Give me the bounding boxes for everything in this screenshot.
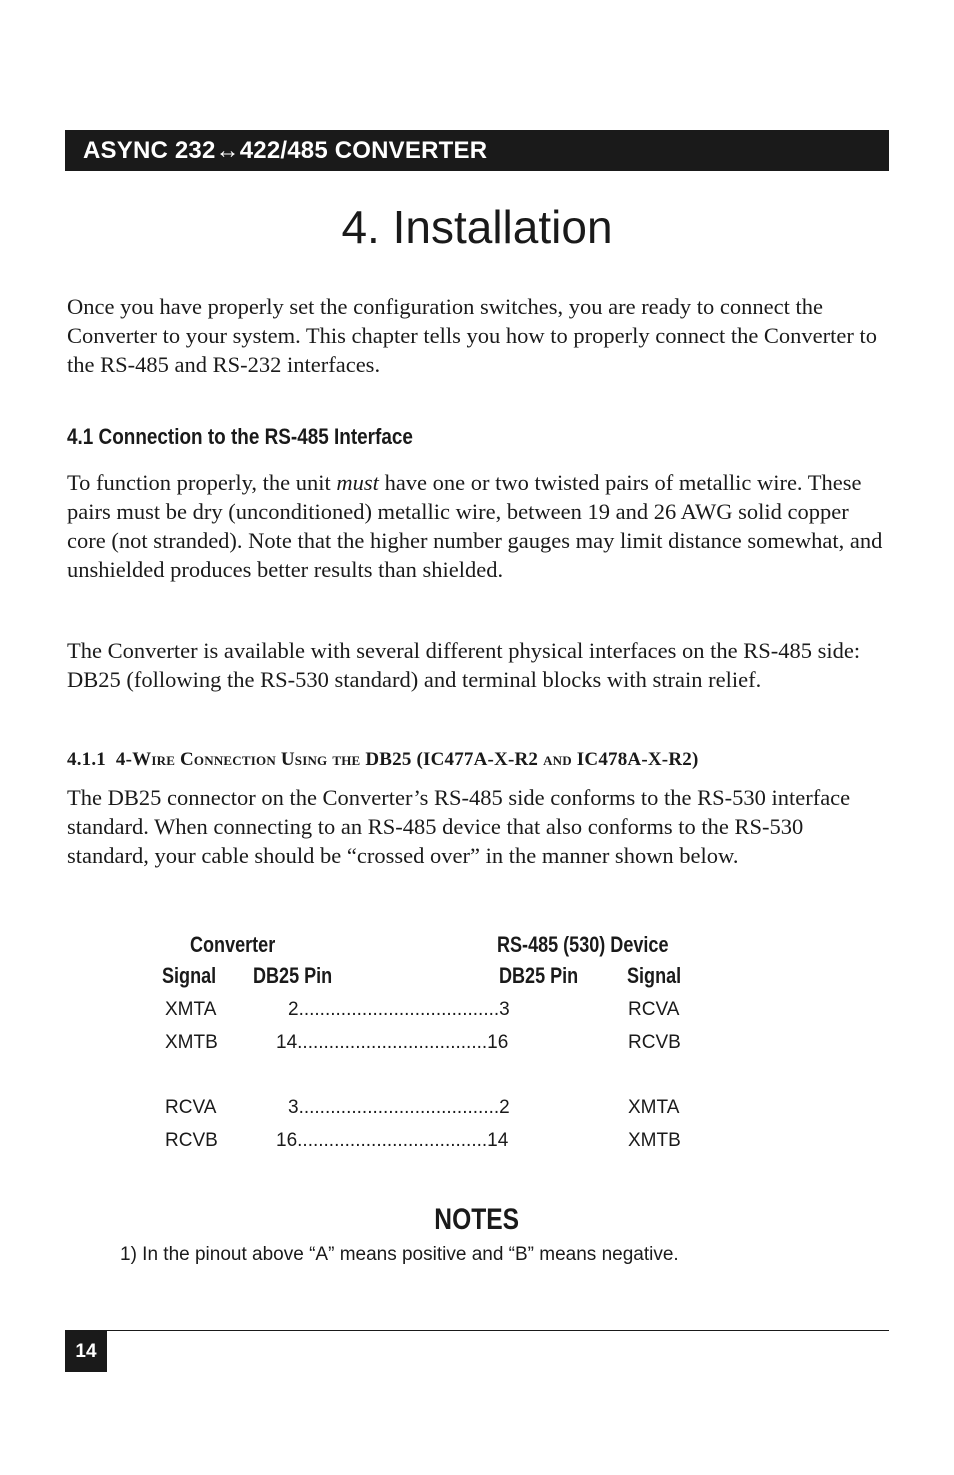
pinout-row-3-link: 3......................................2 [288, 1097, 510, 1118]
pinout-col-signal: Signal [162, 963, 217, 988]
page-number [65, 1331, 107, 1372]
pinout-row-4-signal: RCVB [165, 1130, 218, 1151]
notes-title [0, 1203, 954, 1237]
pinout-col-db25-pin-device: DB25 Pin [499, 963, 579, 988]
page-number-text: 14 [75, 1341, 97, 1362]
pinout-col-db25-pin: DB25 Pin [253, 963, 333, 988]
footer-rule [65, 1330, 889, 1331]
h3-part-c: DB25 (IC477A-X-R2 [360, 749, 544, 770]
pinout-group-device: RS-485 (530) Device [497, 932, 669, 957]
pinout-row-4-link: 16....................................14 [276, 1130, 509, 1151]
pinout-col-signal-device: Signal [627, 963, 682, 988]
pinout-row-3-device-signal: XMTA [628, 1097, 680, 1118]
pinout-row-1-device-signal: RCVA [628, 999, 680, 1020]
p1-emphasis: must [336, 470, 379, 495]
h3-part-b: Wire Connection Using the [132, 749, 361, 770]
pinout-group-converter: Converter [190, 932, 276, 957]
h3-number: 4.1.1 [67, 749, 106, 770]
running-header-title: ASYNC 232↔422/485 CONVERTER [83, 137, 488, 164]
pinout-row-2-device-signal: RCVB [628, 1032, 681, 1053]
section-4-1-1-paragraph: The DB25 connector on the Converter’s RS-485 side conforms to the RS-530 interface standard. When connecting to an RS-485 device that also conforms to the RS-530 standard, your cable should be “crossed over” in the manner shown below. [67, 785, 851, 868]
h3-part-d: and [543, 749, 572, 770]
pinout-row-2-link: 14....................................16 [276, 1032, 509, 1053]
p1-text-a: To function properly, the unit [67, 470, 337, 495]
pinout-row-4-device-signal: XMTB [628, 1130, 681, 1151]
section-4-1-paragraph-2: The Converter is available with several different physical interfaces on the RS-485 side: DB25 (following the RS-530 standard) and terminal blocks with strain relief. [67, 638, 861, 692]
pinout-row-3-signal: RCVA [165, 1097, 217, 1118]
section-4-1-heading: 4.1 Connection to the RS-485 Interface [67, 424, 413, 449]
pinout-row-1-signal: XMTA [165, 999, 217, 1020]
h3-part-a: 4- [115, 749, 133, 770]
running-header [65, 130, 889, 171]
pinout-row-1-link: 2......................................3 [288, 999, 510, 1020]
intro-paragraph: Once you have properly set the configuration switches, you are ready to connect the Converter to your system. This chapter tells you how to properly connect the Converter to the RS-485 and RS-232 interfaces. [67, 294, 878, 377]
p1-text-b: have one or two twisted pairs of metallic wire. These pairs must be dry (unconditioned) metallic wire, between 19 and 26 AWG solid copper core (not stranded). Note that the higher number gauges may limit distance somewhat, and unshielded produces better results than shielded. [67, 470, 883, 582]
pinout-row-2-signal: XMTB [165, 1032, 218, 1053]
chapter-title: 4. Installation [341, 201, 613, 253]
h3-part-e: IC478A-X-R2) [571, 749, 699, 770]
notes-title-text: NOTES [434, 1203, 520, 1236]
note-item-1: 1) In the pinout above “A” means positive and “B” means negative. [120, 1244, 679, 1265]
section-4-1-1-heading [67, 749, 698, 771]
section-4-1-paragraph-1 [67, 468, 889, 584]
